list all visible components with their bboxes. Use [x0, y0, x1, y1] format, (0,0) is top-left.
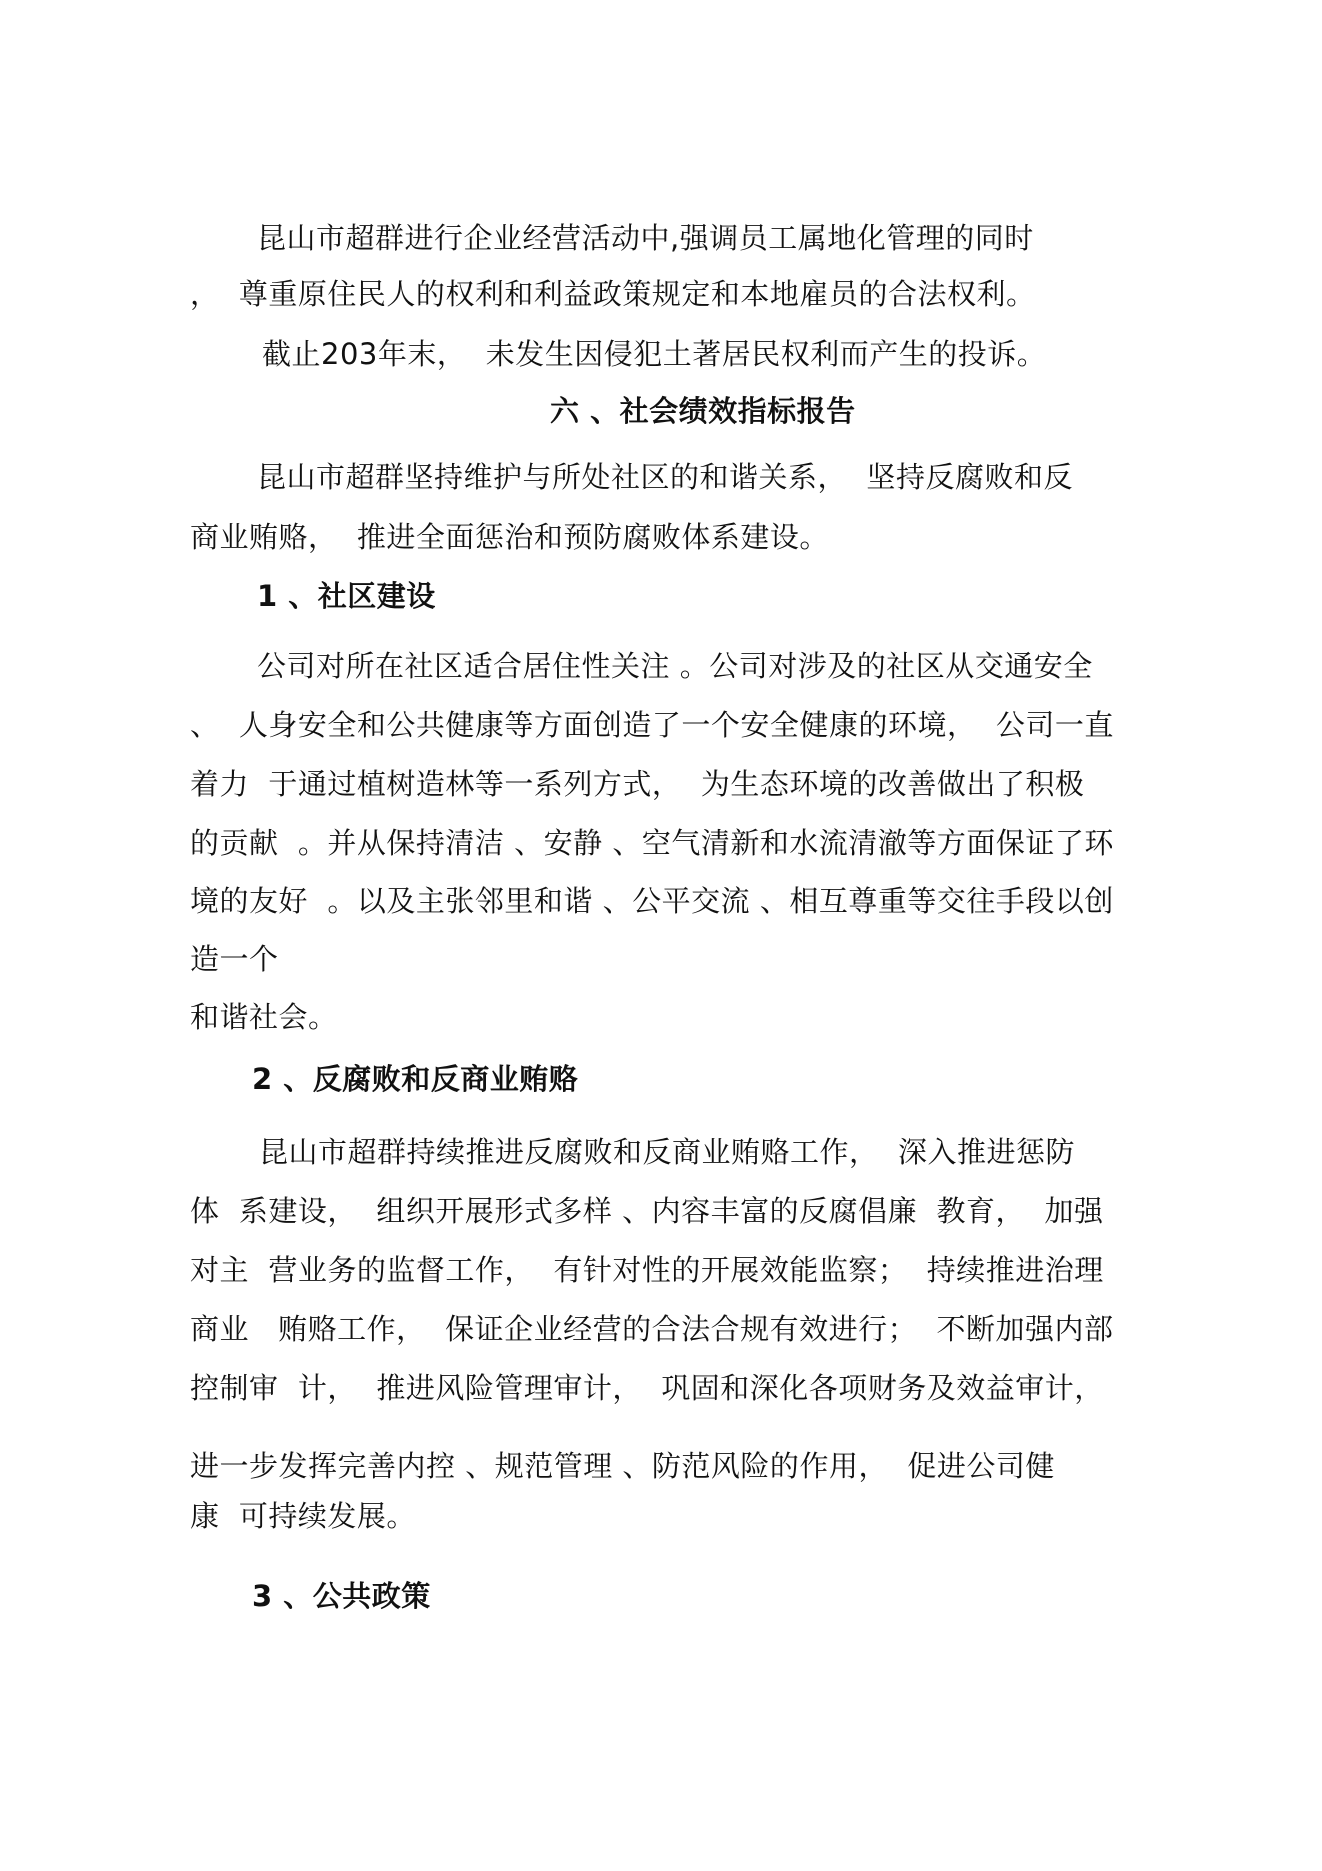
- paragraph-line: 康 可持续发展。: [190, 1499, 416, 1533]
- paragraph-line: 截止203年末， 未发生因侵犯土著居民权利而产生的投诉。: [262, 337, 1047, 371]
- paragraph-line: 境的友好 。以及主张邻里和谐 、公平交流 、相互尊重等交往手段以创: [190, 884, 1114, 918]
- paragraph-line: 商业 贿赂工作， 保证企业经营的合法合规有效进行； 不断加强内部: [190, 1312, 1114, 1346]
- paragraph-line: 昆山市超群进行企业经营活动中,强调员工属地化管理的同时: [257, 221, 1034, 255]
- paragraph-line: 进一步发挥完善内控 、规范管理 、防范风险的作用， 促进公司健: [190, 1449, 1055, 1483]
- paragraph-line: 昆山市超群坚持维护与所处社区的和谐关系， 坚持反腐败和反: [257, 460, 1073, 494]
- section-title: 六 、社会绩效指标报告: [550, 394, 856, 428]
- paragraph-line: 、 人身安全和公共健康等方面创造了一个安全健康的环境， 公司一直: [190, 708, 1114, 742]
- paragraph-line: 的贡献 。并从保持清洁 、安静 、空气清新和水流清澈等方面保证了环: [190, 826, 1114, 860]
- paragraph-line: 和谐社会。: [190, 1000, 338, 1034]
- paragraph-line: 着力 于通过植树造林等一系列方式， 为生态环境的改善做出了积极: [190, 767, 1085, 801]
- subsection-heading: 1 、社区建设: [257, 579, 436, 613]
- paragraph-line: 造一个: [190, 942, 279, 976]
- paragraph-line: 昆山市超群持续推进反腐败和反商业贿赂工作， 深入推进惩防: [259, 1135, 1075, 1169]
- paragraph-line: 对主 营业务的监督工作， 有针对性的开展效能监察； 持续推进治理: [190, 1253, 1104, 1287]
- paragraph-line: 体 系建设， 组织开展形式多样 、内容丰富的反腐倡廉 教育， 加强: [190, 1194, 1104, 1228]
- subsection-heading: 3 、公共政策: [252, 1579, 431, 1613]
- paragraph-line: 商业贿赂， 推进全面惩治和预防腐败体系建设。: [190, 520, 829, 554]
- subsection-heading: 2 、反腐败和反商业贿赂: [252, 1062, 579, 1096]
- paragraph-line: ， 尊重原住民人的权利和利益政策规定和本地雇员的合法权利。: [190, 277, 1036, 311]
- paragraph-line: 公司对所在社区适合居住性关注 。公司对涉及的社区从交通安全: [257, 649, 1093, 683]
- paragraph-line: 控制审 计， 推进风险管理审计， 巩固和深化各项财务及效益审计，: [190, 1371, 1104, 1405]
